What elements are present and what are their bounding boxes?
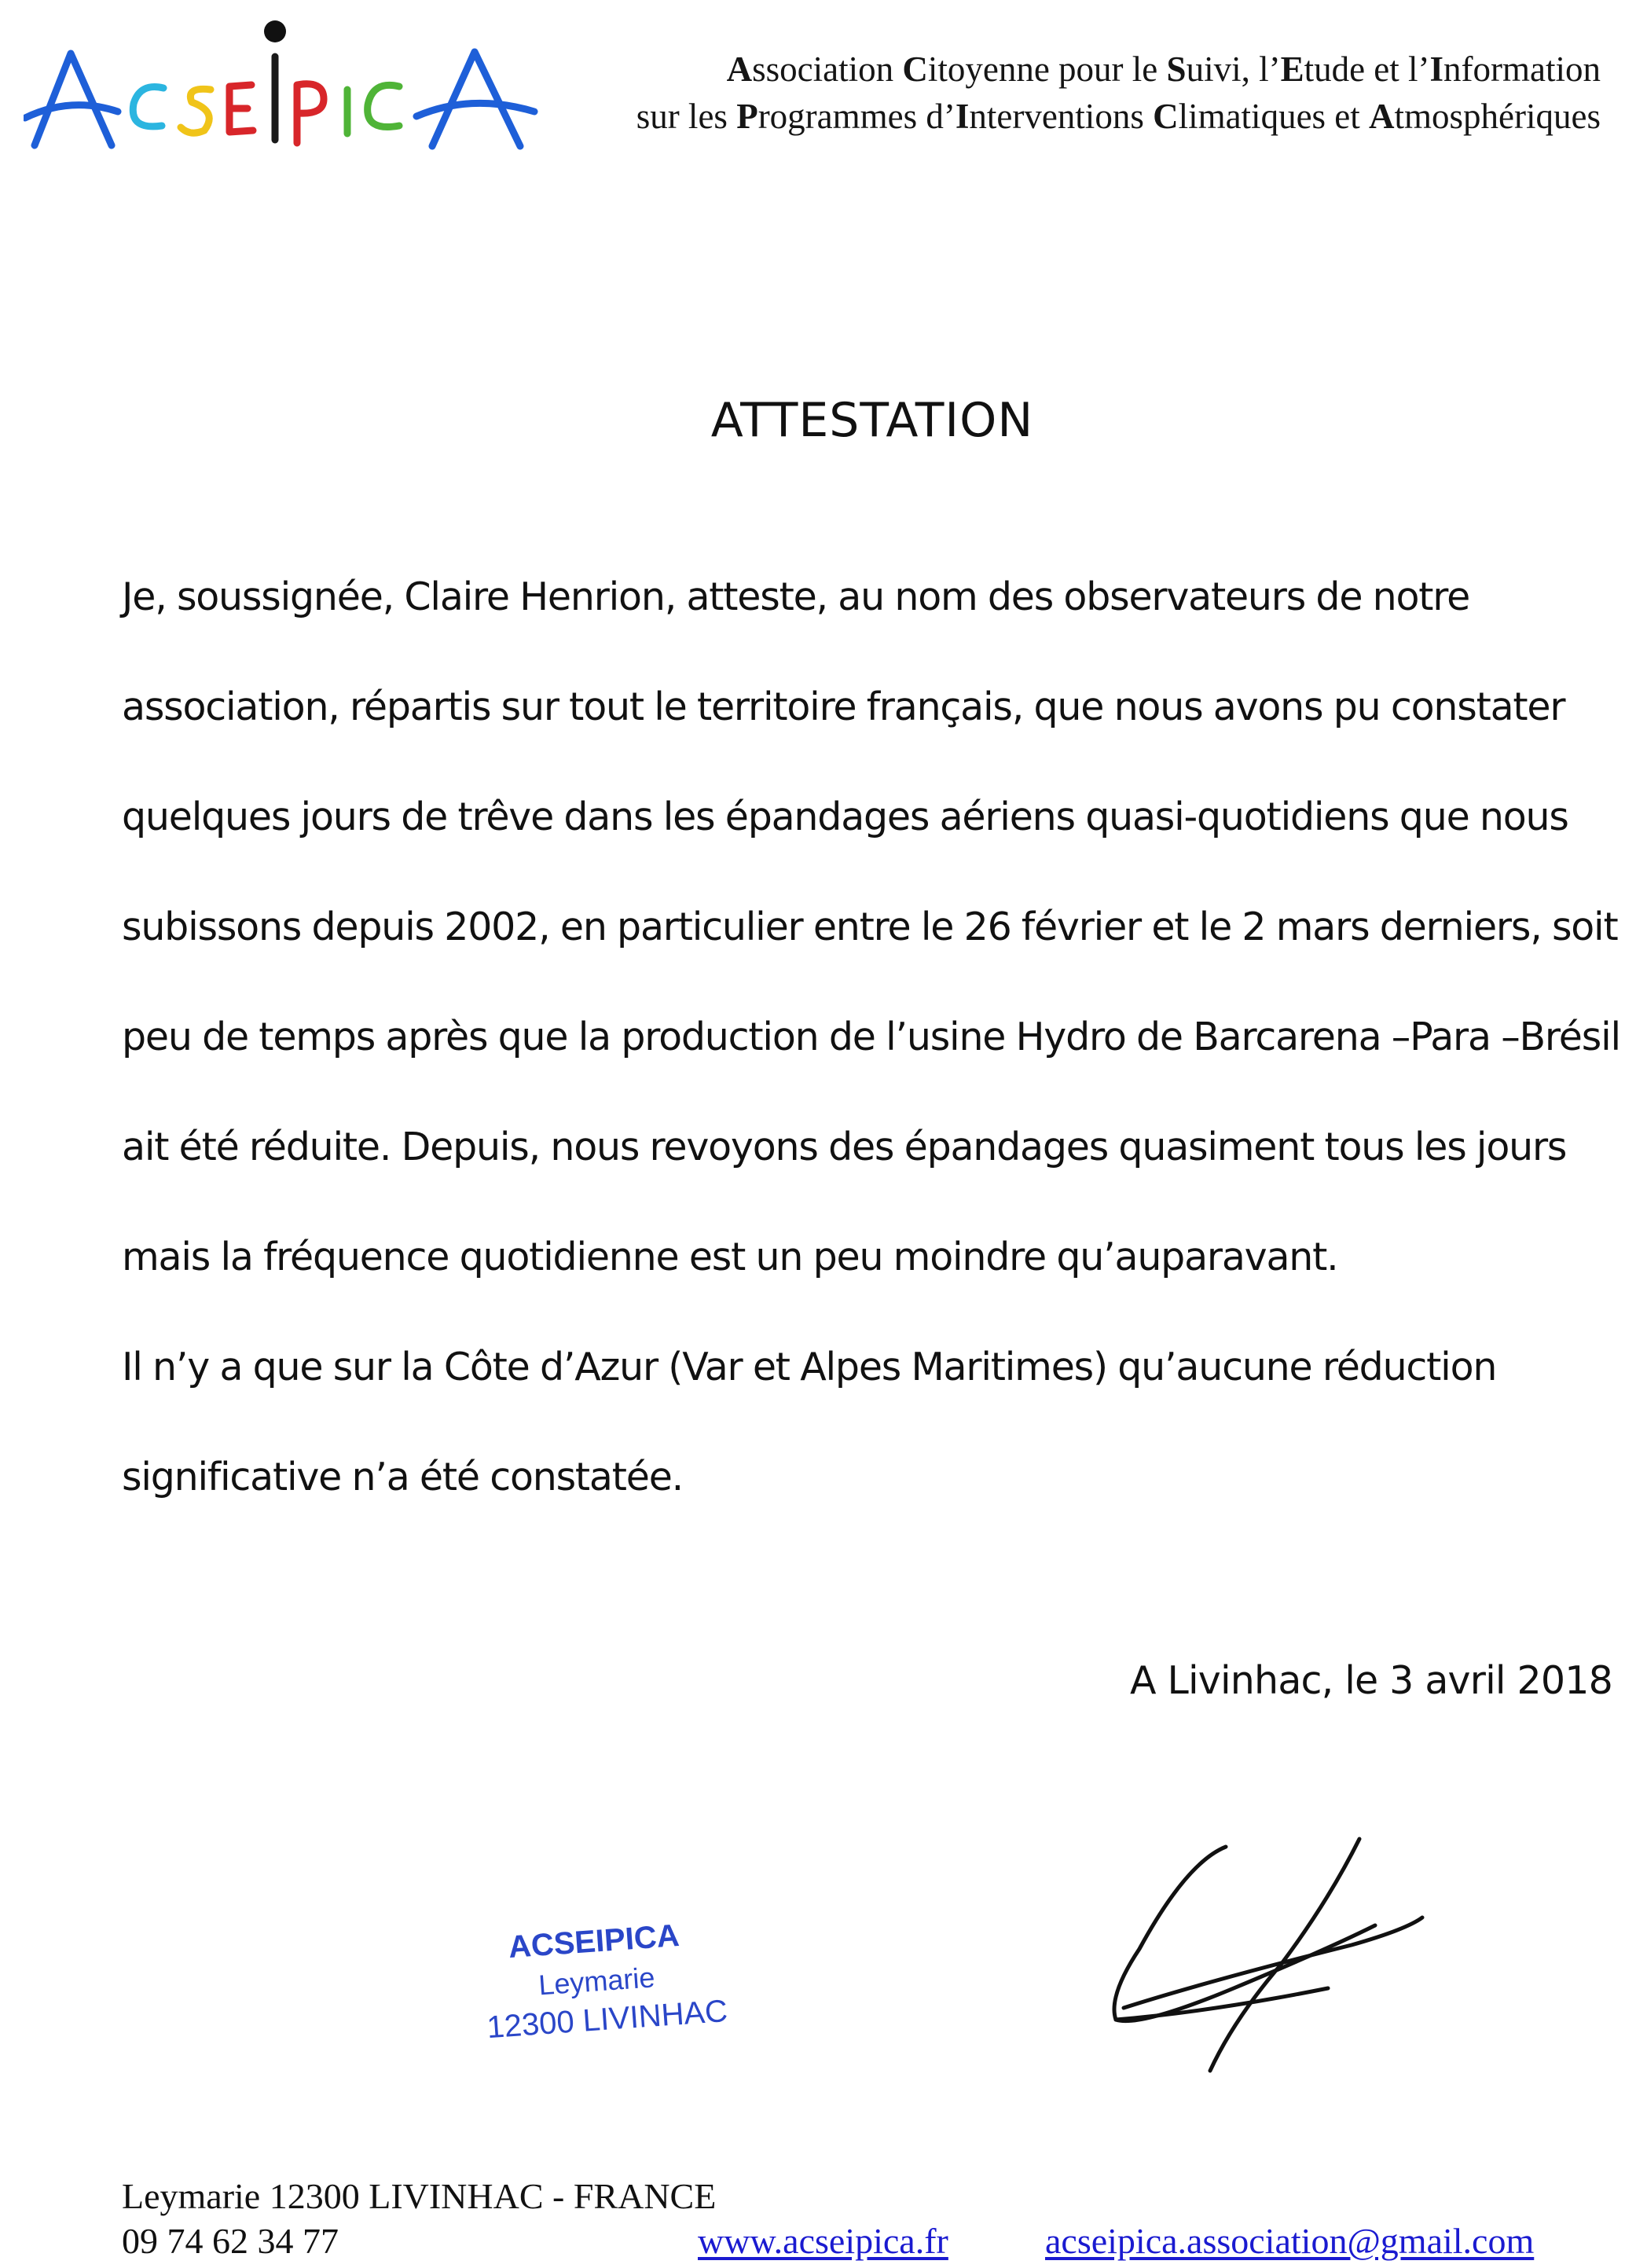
initial: C (1153, 97, 1179, 136)
word: nterventions (969, 97, 1154, 136)
word: uivi, l’ (1186, 50, 1281, 89)
body-line: Je, soussignée, Claire Henrion, atteste, au nom des observateurs de notre (122, 574, 1470, 619)
association-line-2 (636, 93, 1601, 140)
footer-address: Leymarie 12300 LIVINHAC - FRANCE (122, 2176, 717, 2216)
initial: I (1429, 50, 1444, 89)
word: tmosphériques (1394, 97, 1601, 136)
initial: A (1369, 97, 1395, 136)
body-line: quelques jours de trêve dans les épandages aériens quasi-quotidiens que nous (122, 795, 1568, 839)
word: tude et l’ (1304, 50, 1430, 89)
initial: P (736, 97, 758, 136)
footer-website-link[interactable]: www.acseipica.fr (698, 2221, 948, 2261)
initial: E (1280, 50, 1304, 89)
document-title: ATTESTATION (710, 393, 1034, 448)
association-stamp (479, 1910, 746, 2067)
body-line: mais la fréquence quotidienne est un peu moindre qu’auparavant. (122, 1235, 1338, 1279)
body-line: significative n’a été constatée. (122, 1455, 684, 1499)
word: rogrammes d’ (757, 97, 956, 136)
place-date: A Livinhac, le 3 avril 2018 (1129, 1658, 1612, 1703)
body-line: subissons depuis 2002, en particulier entre le 26 février et le 2 mars derniers, soit (122, 905, 1618, 949)
attestation-body (122, 574, 1620, 1564)
initial: C (902, 50, 928, 89)
initial: S (1166, 50, 1187, 89)
body-line: peu de temps après que la production de l’usine Hydro de Barcarena –Para –Brésil (122, 1015, 1620, 1059)
body-line: Il n’y a que sur la Côte d’Azur (Var et Alpes Maritimes) qu’aucune réduction (122, 1345, 1497, 1389)
stamp-line-3: 12300 LIVINHAC (486, 1993, 729, 2046)
association-name (636, 46, 1601, 140)
body-line: ait été réduite. Depuis, nous revoyons des épandages quasiment tous les jours (122, 1125, 1567, 1169)
word: limatiques et (1178, 97, 1370, 136)
initial: A (726, 50, 753, 89)
initial: I (955, 97, 970, 136)
word: itoyenne pour le (927, 50, 1167, 89)
stamp-line-1: ACSEIPICA (507, 1918, 680, 1965)
stamp-line-2: Leymarie (537, 1961, 656, 2002)
word: nformation (1443, 50, 1601, 89)
association-line-1 (636, 46, 1601, 93)
footer-email-link[interactable]: acseipica.association@gmail.com (1045, 2221, 1535, 2261)
word: ssociation (752, 50, 903, 89)
signature (1092, 1831, 1446, 2075)
footer-phone: 09 74 62 34 77 (122, 2221, 339, 2261)
body-line: association, répartis sur tout le territoire français, que nous avons pu constater (122, 684, 1565, 729)
acseipica-logo (24, 8, 542, 165)
word: sur les (636, 97, 737, 136)
